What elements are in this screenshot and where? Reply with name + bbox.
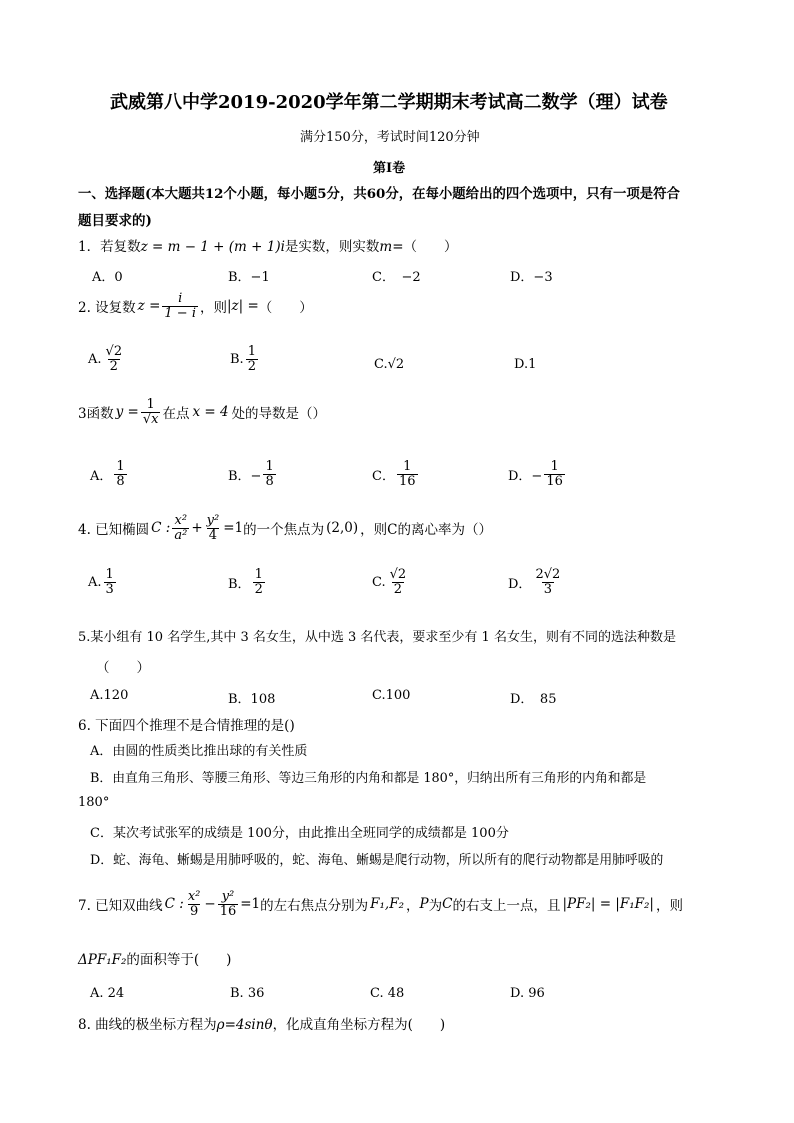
q1-suffix: =（ ）: [392, 239, 458, 255]
q2-option-d: D.1: [514, 357, 537, 372]
question-1: [78, 235, 458, 255]
q4-option-d: [508, 568, 564, 596]
q3-a-label: A．: [90, 468, 113, 484]
q3-c-frac: [397, 460, 418, 488]
q4-c-num: √2: [389, 567, 407, 582]
q4-focus: (2,0): [326, 520, 359, 537]
q7-frac2: [218, 890, 239, 918]
q1-expr: z = m − 1 + (m + 1)i: [140, 239, 285, 255]
q1-var: m: [379, 239, 393, 255]
q7-option-d: D. 96: [510, 986, 545, 1001]
question-5-line1: 5.某小组有 10 名学生,其中 3 名女生，从中选 3 名代表，要求至少有 1 名女生，则有不同的选法种数是: [78, 630, 676, 645]
q7-p: P: [419, 896, 429, 913]
q7-eq: =1: [240, 896, 261, 913]
q3-c-label: C．: [372, 468, 395, 484]
q3-option-d: [508, 460, 567, 488]
q6-option-a: A．由圆的性质类比推出球的有关性质: [90, 744, 308, 759]
q3-b-label: B．−: [228, 468, 262, 484]
q4-a-label: A.: [88, 574, 102, 590]
q3-a-frac: [114, 460, 126, 488]
q8-expr: ρ=4sinθ: [216, 1017, 273, 1033]
question-4: [78, 514, 492, 542]
q7-line2-text: 的面积等于( ): [126, 952, 232, 968]
q2-num: i: [178, 291, 183, 306]
q4-d-label: D．: [508, 576, 532, 592]
q1-option-c: C． −2: [372, 270, 421, 285]
q2-lhs: z =: [137, 298, 161, 315]
q7-frac1: [186, 890, 203, 918]
q1-option-a: A．0: [92, 270, 123, 285]
q7-mid3: 为: [428, 898, 443, 915]
q3-option-c: [372, 460, 420, 488]
q3-point: x = 4: [192, 404, 229, 421]
q5-option-a: A.120: [90, 688, 129, 703]
q7-cond: |PF₂| = |F₁F₂|: [562, 896, 654, 913]
volume-label: 第Ⅰ卷: [373, 161, 406, 176]
q4-frac2: [205, 514, 222, 542]
q4-c-frac: [388, 568, 409, 596]
q6-option-d: D．蛇、海龟、蜥蜴是用肺呼吸的，蛇、海龟、蜥蜴是爬行动物，所以所有的爬行动物都是用肺呼吸的: [90, 853, 664, 868]
q2-option-b: [230, 345, 260, 373]
q4-prefix: 4. 已知椭圆: [78, 522, 150, 539]
q7-option-b: B. 36: [230, 986, 265, 1001]
q2-fraction: [162, 292, 198, 320]
q7-n2: y²: [221, 889, 235, 904]
q4-b-num: 1: [254, 567, 263, 582]
q2-suffix: （ ）: [258, 300, 313, 317]
q4-c-den: 2: [393, 581, 403, 597]
q3-d-label: D．−: [508, 468, 543, 484]
q2-a-den: 2: [109, 358, 118, 374]
q8-prefix: 8. 曲线的极坐标方程为: [78, 1017, 217, 1033]
q1-mid: 是实数，则实数: [284, 239, 380, 255]
q2-a-num: √2: [105, 344, 123, 359]
q4-mid: 的一个焦点为: [243, 522, 325, 539]
q1-prefix: 1．若复数: [78, 239, 141, 255]
q4-option-b: [228, 568, 267, 596]
q2-option-c: C.√2: [374, 357, 405, 372]
q3-option-a: [90, 460, 129, 488]
q4-c-label: C.: [372, 574, 386, 590]
q4-suffix: ，则C的离心率为（）: [360, 522, 492, 539]
q4-eq: =1: [223, 520, 244, 537]
q4-plus: +: [191, 520, 203, 537]
q3-suffix: 处的导数是（）: [231, 406, 327, 423]
q3-d-den: 16: [546, 473, 563, 489]
q5-option-c: C.100: [372, 688, 411, 703]
q3-a-num: 1: [116, 459, 125, 474]
q3-b-den: 8: [265, 473, 274, 489]
question-3: [78, 398, 326, 426]
q4-n2: y²: [206, 513, 220, 528]
question-6: 6. 下面四个推理不是合情推理的是(): [78, 718, 295, 734]
q3-lhs: y =: [115, 404, 139, 421]
q4-a-den: 3: [105, 581, 114, 597]
q3-d-frac: [544, 460, 565, 488]
q2-abs: |z| =: [226, 298, 259, 315]
q3-fraction: [141, 398, 161, 426]
question-2: [78, 292, 313, 320]
q4-a-frac: [104, 568, 116, 596]
q4-n1: x²: [174, 513, 188, 528]
question-8: [78, 1013, 445, 1033]
q7-option-c: C. 48: [370, 986, 405, 1001]
q4-d1: a²: [174, 527, 188, 543]
q3-mid: 在点: [162, 406, 190, 423]
q7-d1: 9: [189, 903, 199, 919]
q4-curve: C :: [151, 520, 171, 537]
q2-prefix: 2. 设复数: [78, 300, 136, 317]
q4-a-num: 1: [105, 567, 114, 582]
q4-b-frac: [253, 568, 265, 596]
q2-option-a-frac: [104, 345, 125, 373]
q3-c-num: 1: [403, 459, 412, 474]
q2-mid: ，则: [199, 300, 227, 317]
q1-option-b: B．−1: [228, 270, 270, 285]
q7-option-a: A. 24: [90, 986, 125, 1001]
q7-mid2: ，: [406, 898, 420, 915]
question-7: [78, 890, 683, 918]
q2-option-a-label: A.: [88, 351, 102, 367]
section-heading-line1: 一、选择题(本大题共12个小题，每小题5分，共60分，在每小题给出的四个选项中，只有一项是符合: [78, 186, 680, 202]
q7-c: C: [442, 896, 453, 913]
q7-triangle: ΔPF₁F₂: [78, 952, 127, 968]
q4-d-den: 3: [543, 581, 552, 597]
q1-option-d: D．−3: [510, 270, 553, 285]
exam-title: 武威第八中学2019-2020学年第二学期期末考试高二数学（理）试卷: [110, 92, 668, 113]
q3-den: √x: [142, 411, 159, 427]
q3-b-num: 1: [265, 459, 274, 474]
q5-option-b: B．108: [228, 692, 276, 707]
section-heading-line2: 题目要求的): [78, 213, 152, 229]
q2-option-b-frac: [246, 345, 258, 373]
q7-mid1: 的左右焦点分别为: [260, 898, 369, 915]
q5-option-d: D． 85: [510, 692, 557, 707]
q7-d2: 16: [219, 903, 237, 919]
q2-den: 1 − i: [164, 305, 196, 321]
q2-b-num: 1: [247, 344, 256, 359]
q4-option-c: [372, 568, 410, 596]
q2-option-a: [88, 345, 126, 373]
q3-b-frac: [263, 460, 275, 488]
q6-option-b-line1: B．由直角三角形、等腰三角形、等边三角形的内角和都是 180°，归纳出所有三角形的内角和都是: [90, 771, 647, 786]
q7-suffix: ，则: [655, 898, 683, 915]
q3-option-b: [228, 460, 278, 488]
q4-frac1: [172, 514, 189, 542]
q6-option-c: C．某次考试张军的成绩是 100分，由此推出全班同学的成绩都是 100分: [90, 826, 509, 841]
q6-option-b-line2: 180°: [78, 795, 110, 810]
q2-option-b-label: B.: [230, 351, 244, 367]
exam-subtitle: 满分150分，考试时间120分钟: [300, 130, 480, 145]
question-5-line2: （ ）: [96, 660, 150, 676]
q3-c-den: 16: [398, 473, 416, 489]
q3-d-num: 1: [550, 459, 559, 474]
q8-suffix: ，化成直角坐标方程为( ): [272, 1017, 446, 1033]
q4-option-a: [88, 568, 118, 596]
q7-foci: F₁,F₂: [370, 896, 405, 913]
q4-b-den: 2: [254, 581, 263, 597]
q7-n1: x²: [187, 889, 201, 904]
q3-a-den: 8: [116, 473, 125, 489]
q4-d-num: 2√2: [535, 567, 561, 582]
question-7-line2: [78, 948, 231, 968]
q7-prefix: 7. 已知双曲线: [78, 898, 163, 915]
q3-prefix: 3函数: [78, 406, 114, 423]
q4-b-label: B．: [228, 576, 251, 592]
q2-b-den: 2: [247, 358, 256, 374]
q7-mid4: 的右支上一点，且: [452, 898, 561, 915]
q3-num: 1: [146, 397, 155, 412]
q7-curve: C :: [164, 896, 184, 913]
q4-d-frac: [533, 568, 562, 596]
q7-minus: −: [204, 896, 216, 913]
q4-d2: 4: [208, 527, 218, 543]
